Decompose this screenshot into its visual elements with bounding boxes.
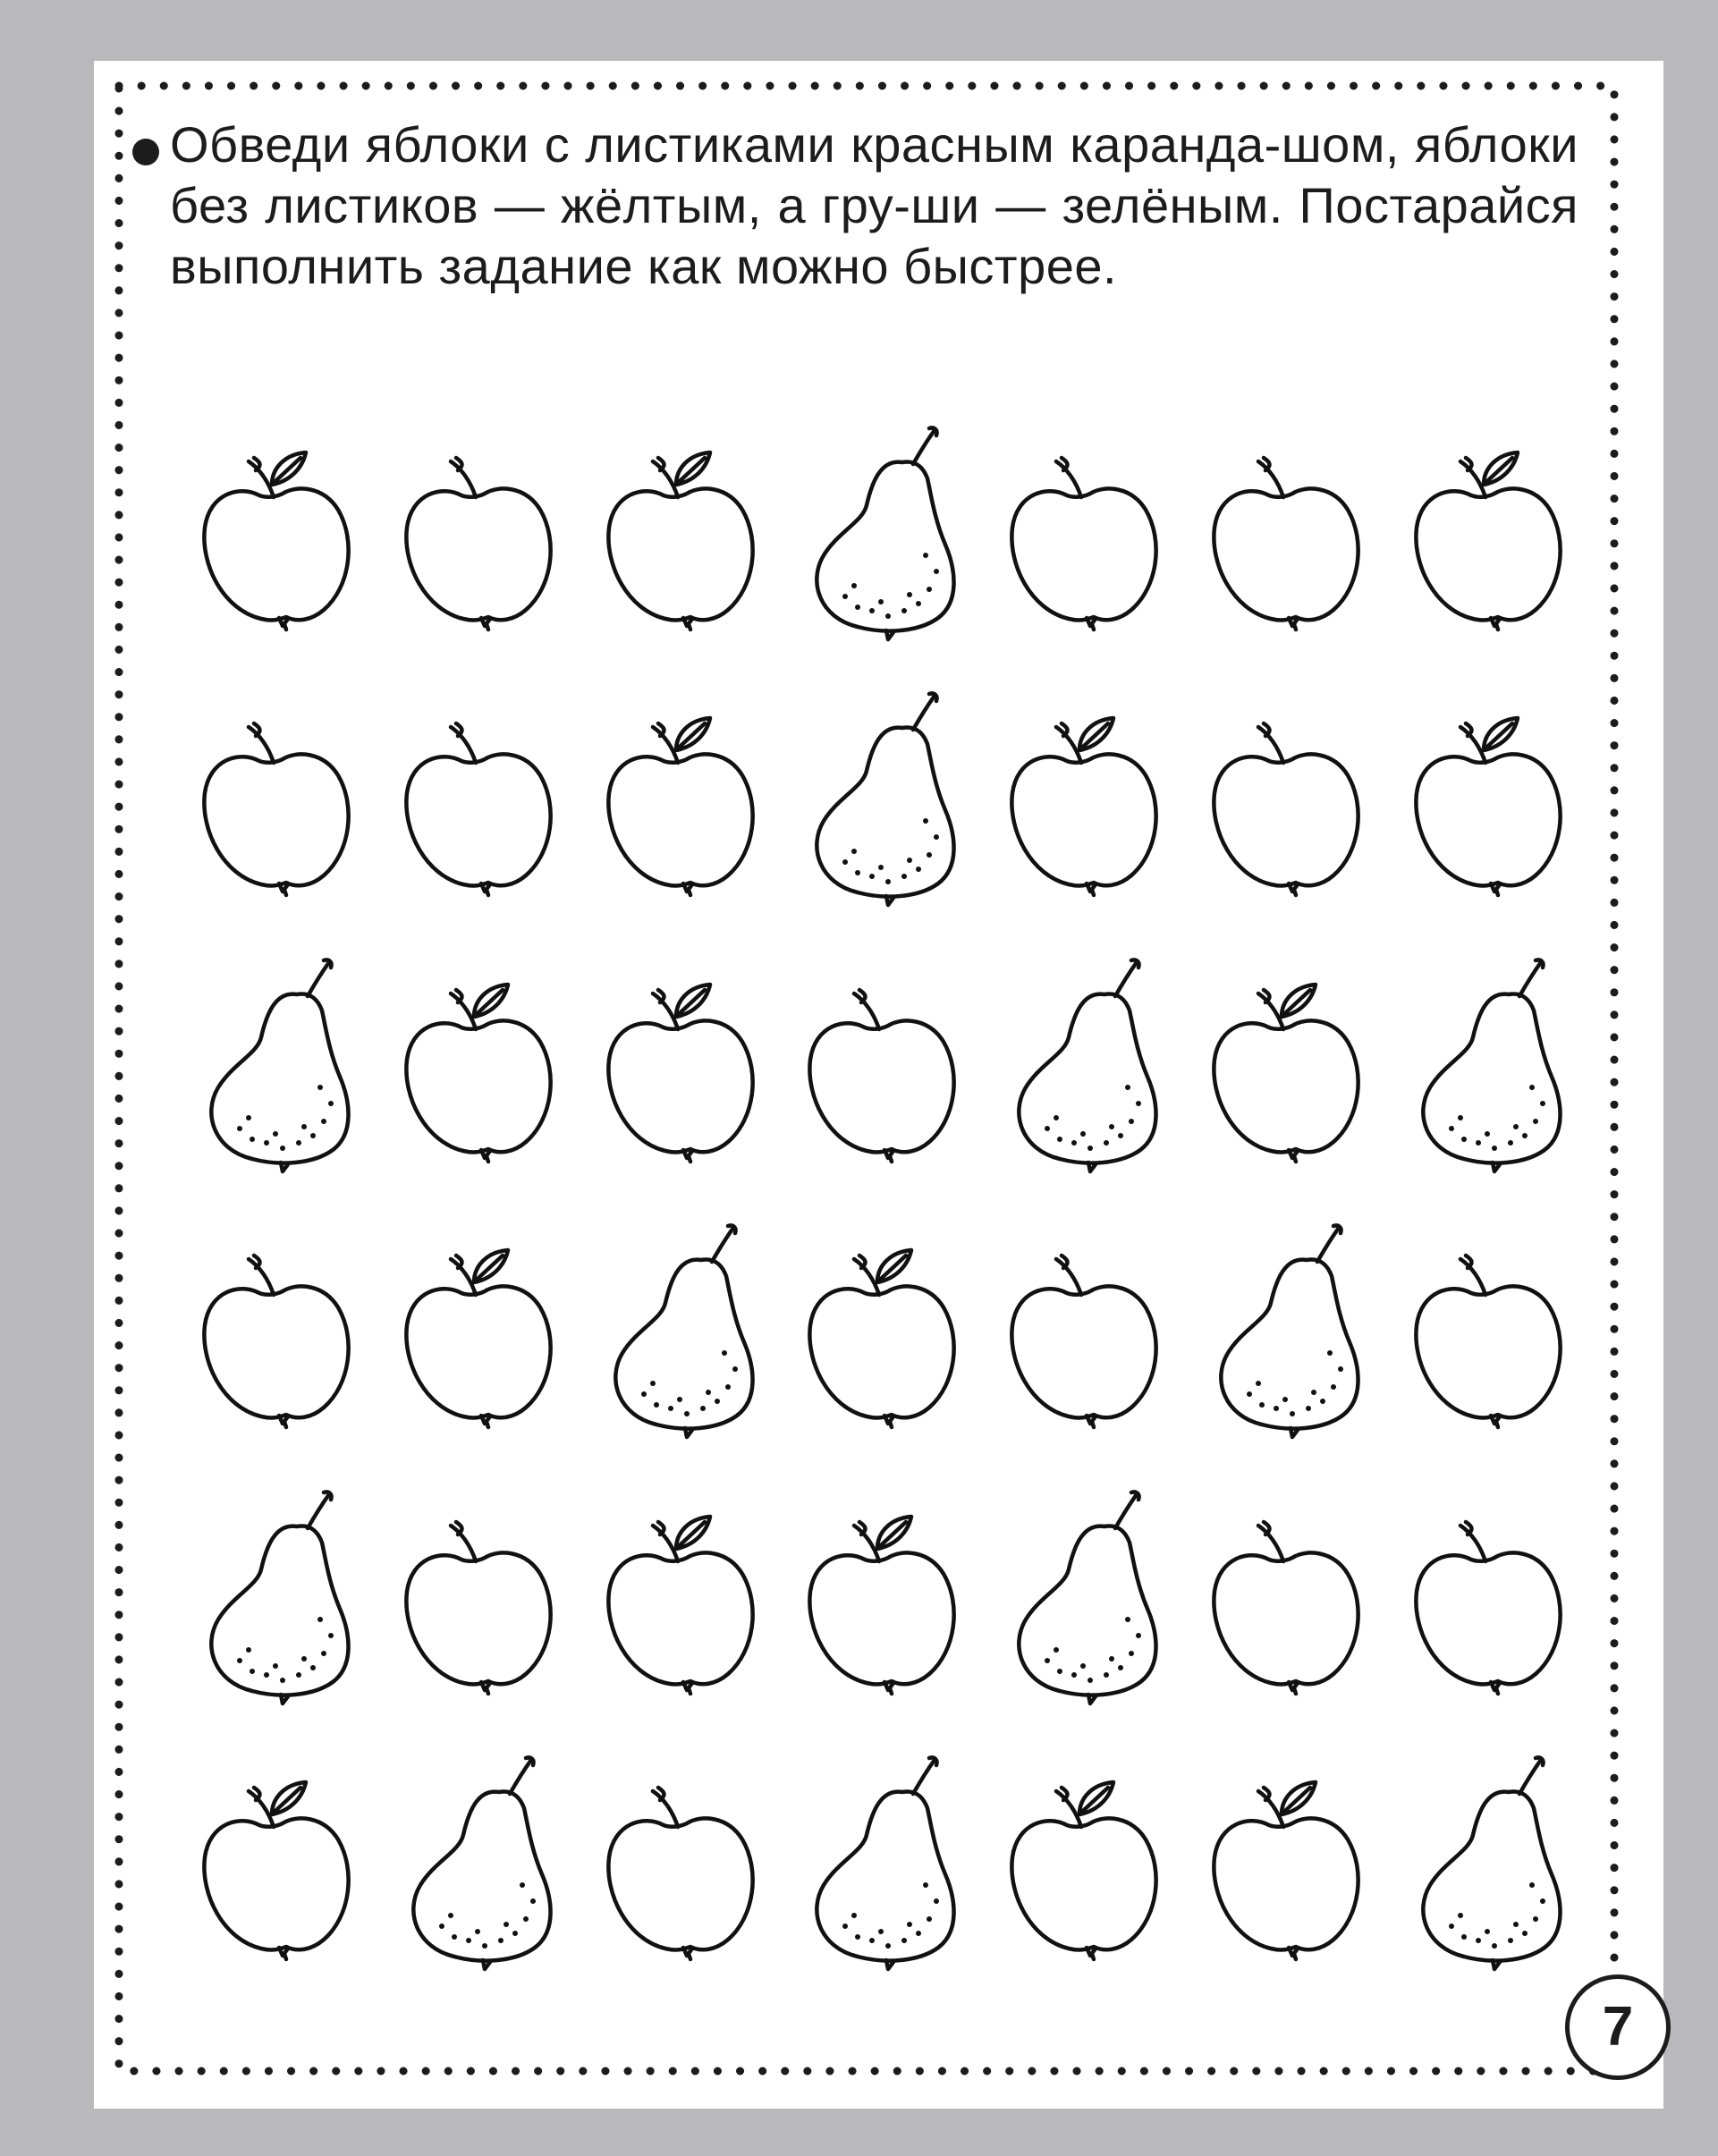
apple-icon	[1385, 1462, 1587, 1729]
apple-icon	[1184, 664, 1386, 931]
apple-with-leaf-icon	[780, 1462, 982, 1729]
pear-icon	[578, 1196, 780, 1463]
pear-icon	[1385, 930, 1587, 1196]
pear-icon	[174, 1462, 377, 1729]
bullet-icon	[132, 139, 159, 165]
apple-icon	[780, 930, 982, 1196]
apple-icon	[1184, 1462, 1386, 1729]
pear-icon	[1385, 1729, 1587, 1995]
apple-icon	[377, 398, 579, 664]
apple-icon	[578, 1729, 780, 1995]
apple-icon	[1184, 398, 1386, 664]
apple-icon	[377, 1462, 579, 1729]
apple-icon	[982, 398, 1184, 664]
pear-icon	[780, 398, 982, 664]
apple-with-leaf-icon	[1385, 398, 1587, 664]
page-number: 7	[1565, 1974, 1671, 2080]
apple-with-leaf-icon	[377, 1196, 579, 1463]
apple-with-leaf-icon	[1184, 1729, 1386, 1995]
pear-icon	[982, 930, 1184, 1196]
pear-icon	[174, 930, 377, 1196]
pear-icon	[780, 664, 982, 931]
apple-icon	[1385, 1196, 1587, 1463]
apple-with-leaf-icon	[174, 1729, 377, 1995]
apple-icon	[377, 664, 579, 931]
apple-icon	[982, 1196, 1184, 1463]
pear-icon	[377, 1729, 579, 1995]
pear-icon	[780, 1729, 982, 1995]
apple-icon	[174, 1196, 377, 1463]
apple-with-leaf-icon	[982, 1729, 1184, 1995]
apple-with-leaf-icon	[578, 930, 780, 1196]
fruit-grid	[174, 398, 1587, 1994]
task-instruction: Обведи яблоки с листиками красным каранда-шом, яблоки без листиков — жёлтым, а гру-ши — зелёным. Постарайся выполнить задание как можно быстрее.	[170, 116, 1578, 294]
apple-with-leaf-icon	[377, 930, 579, 1196]
apple-with-leaf-icon	[578, 664, 780, 931]
apple-with-leaf-icon	[982, 664, 1184, 931]
apple-with-leaf-icon	[1184, 930, 1386, 1196]
apple-with-leaf-icon	[578, 398, 780, 664]
pear-icon	[982, 1462, 1184, 1729]
apple-with-leaf-icon	[174, 398, 377, 664]
apple-with-leaf-icon	[780, 1196, 982, 1463]
apple-with-leaf-icon	[1385, 664, 1587, 931]
apple-icon	[174, 664, 377, 931]
apple-with-leaf-icon	[578, 1462, 780, 1729]
pear-icon	[1184, 1196, 1386, 1463]
